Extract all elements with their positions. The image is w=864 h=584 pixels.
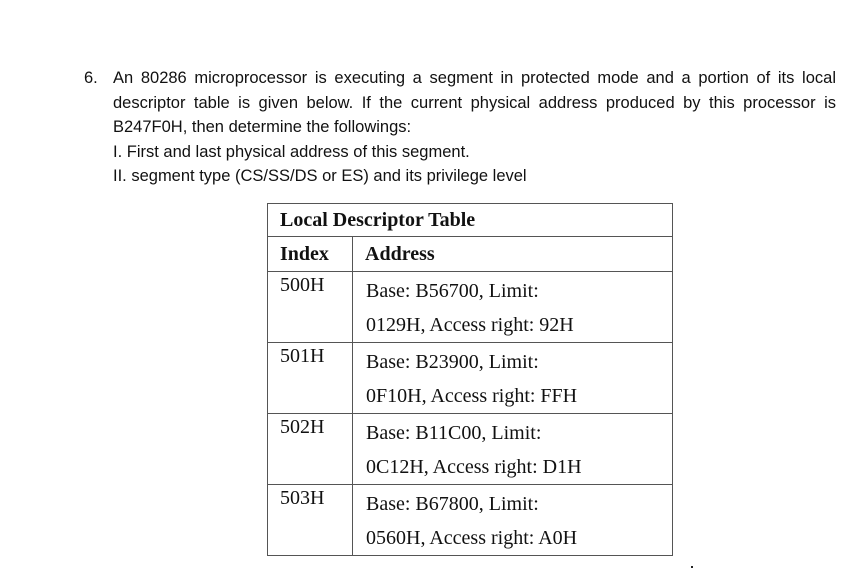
table-row	[268, 272, 673, 343]
table-row	[268, 343, 673, 414]
row-index: 502H	[268, 414, 353, 485]
local-descriptor-table	[267, 203, 673, 556]
table-title: Local Descriptor Table	[268, 204, 673, 237]
row-index: 503H	[268, 485, 353, 556]
address-line-2: 0F10H, Access right: FFH	[366, 385, 578, 407]
address-line-2: 0129H, Access right: 92H	[366, 314, 574, 336]
address-line-1: Base: B67800, Limit:	[366, 493, 539, 515]
table-title-row	[268, 204, 673, 237]
question-item-2: II. segment type (CS/SS/DS or ES) and its privilege level	[113, 167, 527, 186]
row-index: 501H	[268, 343, 353, 414]
row-address	[353, 272, 673, 343]
header-address: Address	[353, 237, 673, 272]
row-address	[353, 485, 673, 556]
address-line-1: Base: B23900, Limit:	[366, 351, 539, 373]
address-line-1: Base: B11C00, Limit:	[366, 422, 542, 444]
address-line-2: 0560H, Access right: A0H	[366, 527, 578, 549]
table-header-row	[268, 237, 673, 272]
question-body	[113, 66, 836, 189]
address-line-2: 0C12H, Access right: D1H	[366, 456, 582, 478]
row-index: 500H	[268, 272, 353, 343]
question-text: An 80286 microprocessor is executing a segment in protected mode and a portion of its local descriptor table is given below. If the current physical address produced by this processor is B247F0H, then determine the followings:	[113, 69, 836, 137]
question-item-1: I. First and last physical address of this segment.	[113, 142, 470, 161]
stray-dot	[691, 566, 693, 568]
table-row	[268, 414, 673, 485]
header-index: Index	[268, 237, 353, 272]
question-block	[84, 66, 836, 189]
table-row	[268, 485, 673, 556]
row-address	[353, 343, 673, 414]
address-line-1: Base: B56700, Limit:	[366, 280, 539, 302]
row-address	[353, 414, 673, 485]
question-number: 6.	[84, 69, 98, 87]
